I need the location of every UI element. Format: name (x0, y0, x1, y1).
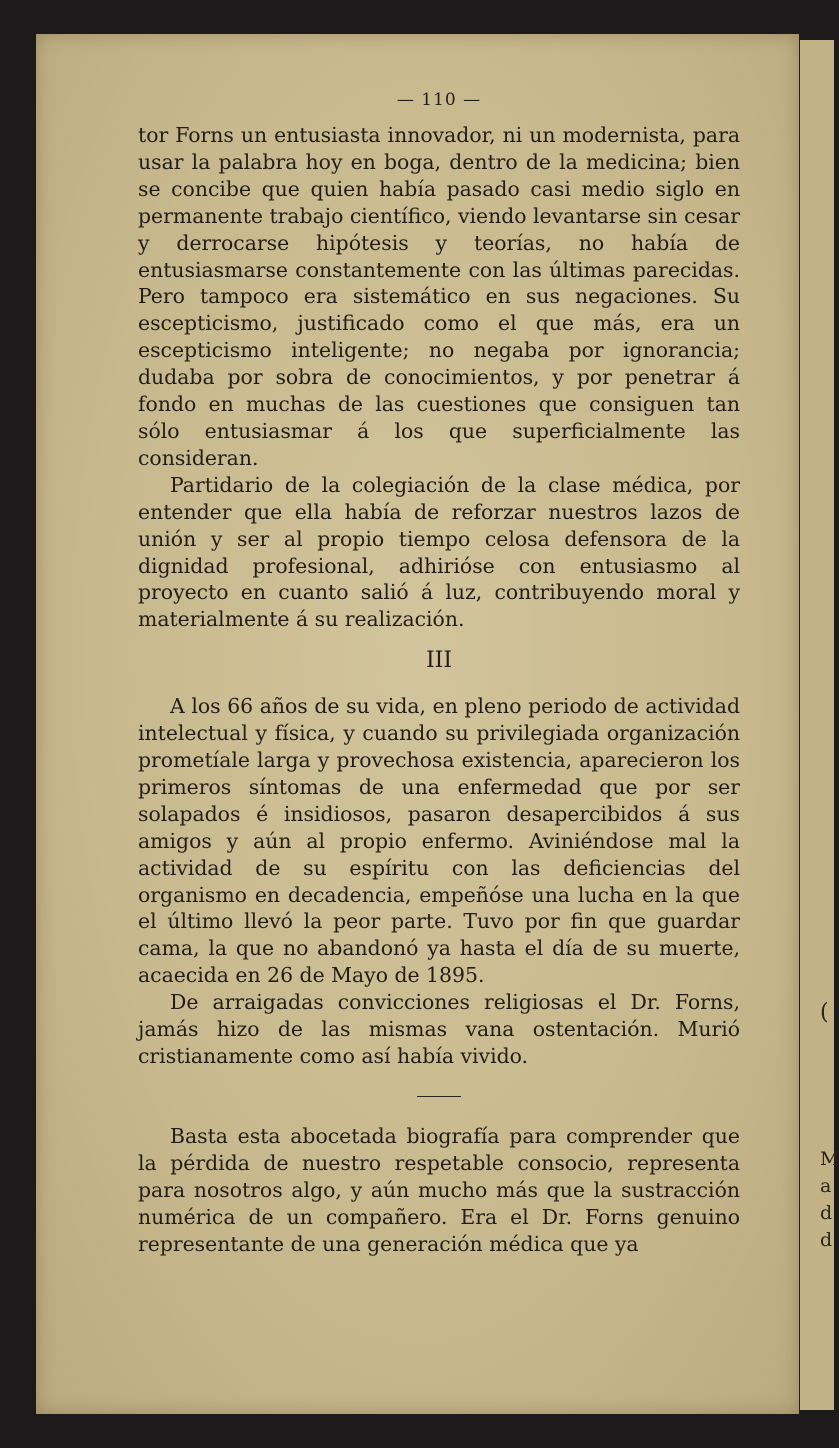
section-divider-rule (417, 1096, 461, 1097)
paragraph: Basta esta abocetada biografía para comprender que la pérdida de nuestro respetable consocio, representa para nosotros algo, y aún mucho más que la sustracción numérica de un compañero. Era el Dr. Forns genuino representante de una generación médica que ya (138, 1123, 740, 1256)
page-text-block (138, 90, 740, 1257)
page-number: — 110 — (396, 90, 482, 110)
paragraph: tor Forns un entusiasta innovador, ni un modernista, para usar la palabra hoy en boga, dentro de la medicina; bien se concibe que quien había pasado casi medio siglo en permanente trabajo científico, viendo levantarse sin cesar y derrocarse hipótesis y teorías, no había de entusiasmarse constantemente con las últimas parecidas. Pero tampoco era sistemático en sus negaciones. Su escepticismo, justificado como el que más, era un escepticismo inteligente; no negaba por ignorancia; dudaba por sobra de conocimientos, y por penetrar á fondo en muchas de las cuestiones que consiguen tan sólo entusiasmar á los que superficialmente las consideran. (138, 123, 740, 470)
adjacent-page-fragment: M (820, 1148, 839, 1170)
paragraph: De arraigadas convicciones religiosas el Dr. Forns, jamás hizo de las mismas vana ostentación. Murió cristianamente como así había vivido. (138, 990, 740, 1068)
paragraph: A los 66 años de su vida, en pleno periodo de actividad intelectual y física, y cuando su privilegiada organización prometíale larga y provechosa existencia, aparecieron los primeros síntomas de una enfermedad que por ser solapados é insidiosos, pasaron desapercibidos á sus amigos y aún al propio enfermo. Aviniéndose mal la actividad de su espíritu con las deficiencias del organismo en decadencia, empeñóse una lucha en la que el último llevó la peor parte. Tuvo por fin que guardar cama, la que no abandonó ya hasta el día de su muerte, acaecida en 26 de Mayo de 1895. (138, 694, 740, 988)
adjacent-page-fragment: ( (820, 1000, 829, 1025)
adjacent-page-fragment: d (820, 1229, 833, 1251)
adjacent-page-fragment: a (820, 1175, 832, 1197)
adjacent-page-fragment: d (820, 1202, 833, 1224)
paragraph: Partidario de la colegiación de la clase médica, por entender que ella había de reforzar nuestros lazos de unión y ser al propio tiempo celosa defensora de la dignidad profesional, adhirióse con entusiasmo al proyecto en cuanto salió á luz, contribuyendo moral y materialmente á su realización. (138, 472, 740, 632)
section-heading: III (425, 648, 453, 674)
adjacent-page-edge (800, 40, 839, 1410)
